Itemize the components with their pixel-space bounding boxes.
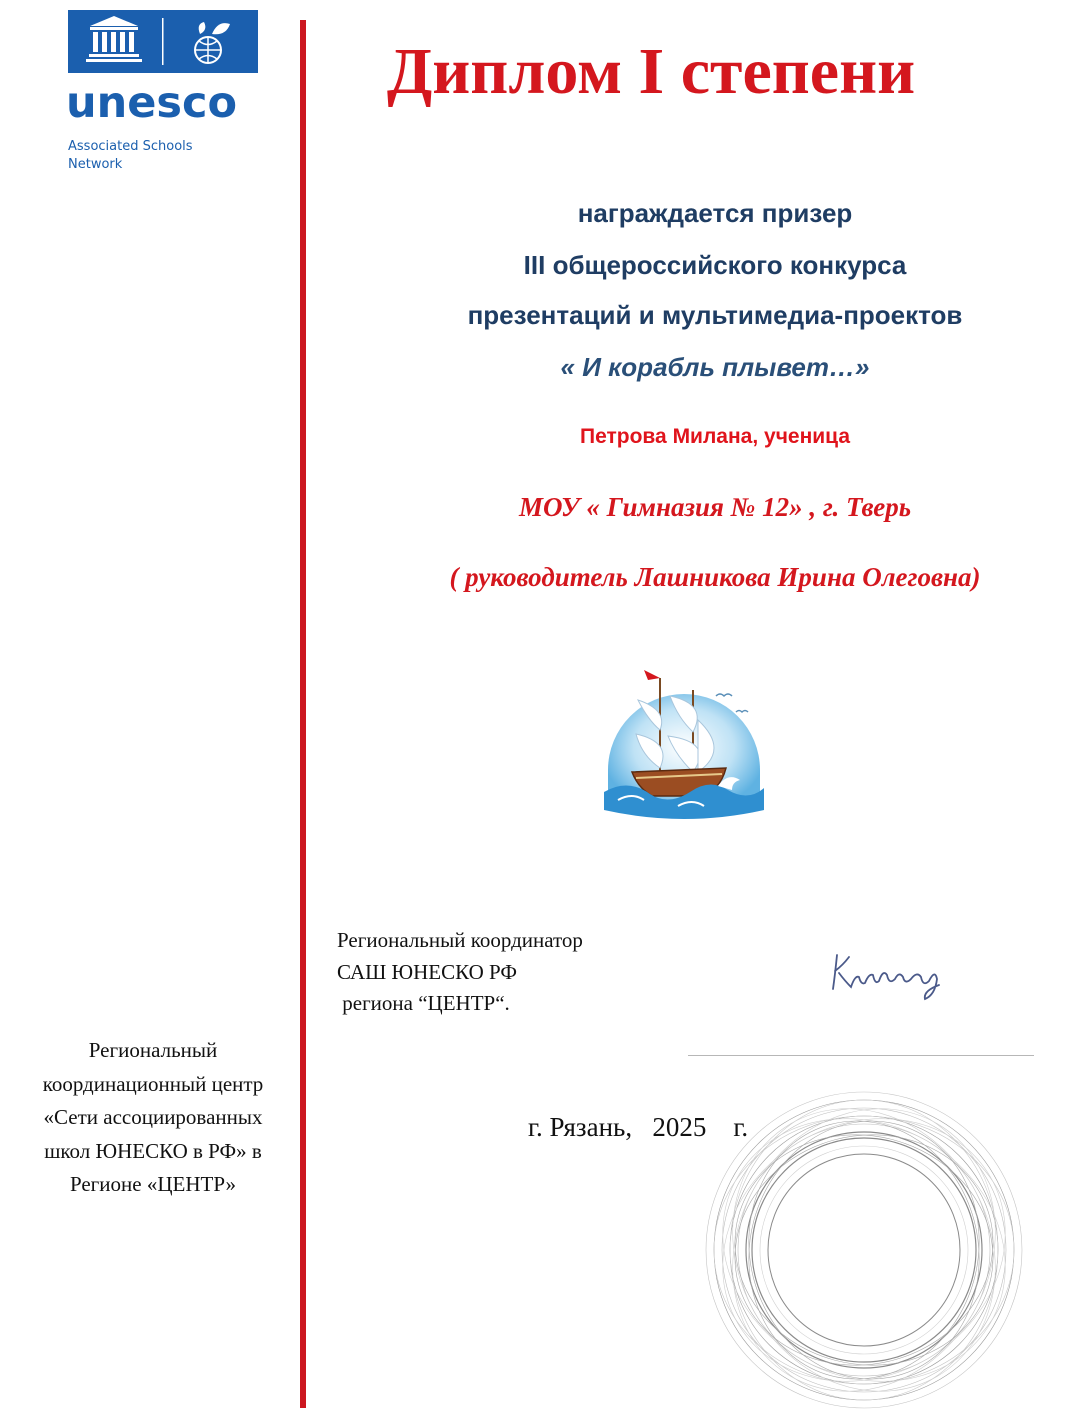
city-year: г. Рязань, 2025 г. bbox=[528, 1112, 749, 1142]
regional-center-note: Региональный координационный центр «Сети ассоциированных школ ЮНЕСКО в РФ» в Регионе «ЦЕНТР» bbox=[42, 1038, 264, 1197]
coordinator-block bbox=[337, 925, 583, 1020]
red-divider-line bbox=[300, 20, 306, 1408]
coordinator-line-2: САШ ЮНЕСКО РФ bbox=[337, 959, 517, 984]
award-line-1: награждается призер bbox=[577, 198, 853, 228]
school-name: МОУ « Гимназия № 12» , г. Тверь bbox=[518, 492, 912, 522]
logo-subtitle-2: Network bbox=[68, 157, 123, 172]
award-line-2: III общероссийского конкурса bbox=[523, 250, 907, 280]
sailing-ship-icon bbox=[598, 660, 770, 825]
unesco-emblem-box bbox=[68, 10, 258, 73]
unesco-logo bbox=[68, 10, 268, 170]
logo-subtitle-1: Associated Schools bbox=[68, 139, 193, 154]
award-line-3: презентаций и мультимедиа-проектов bbox=[467, 300, 963, 330]
contest-theme: « И корабль плывет…» bbox=[560, 352, 870, 382]
winner-name: Петрова Милана, ученица bbox=[579, 425, 851, 448]
unesco-temple-icon bbox=[68, 10, 258, 73]
handwritten-signature bbox=[825, 945, 955, 1005]
supervisor-name: ( руководитель Лашникова Ирина Олеговна) bbox=[449, 562, 981, 592]
diploma-title: Диплом I степени bbox=[386, 35, 916, 108]
coordinator-line-3: региона “ЦЕНТР“. bbox=[337, 991, 510, 1015]
unesco-wordmark: unesco bbox=[66, 78, 238, 128]
signature-rule bbox=[688, 1055, 1034, 1056]
coordinator-line-1: Региональный координатор bbox=[337, 928, 583, 952]
